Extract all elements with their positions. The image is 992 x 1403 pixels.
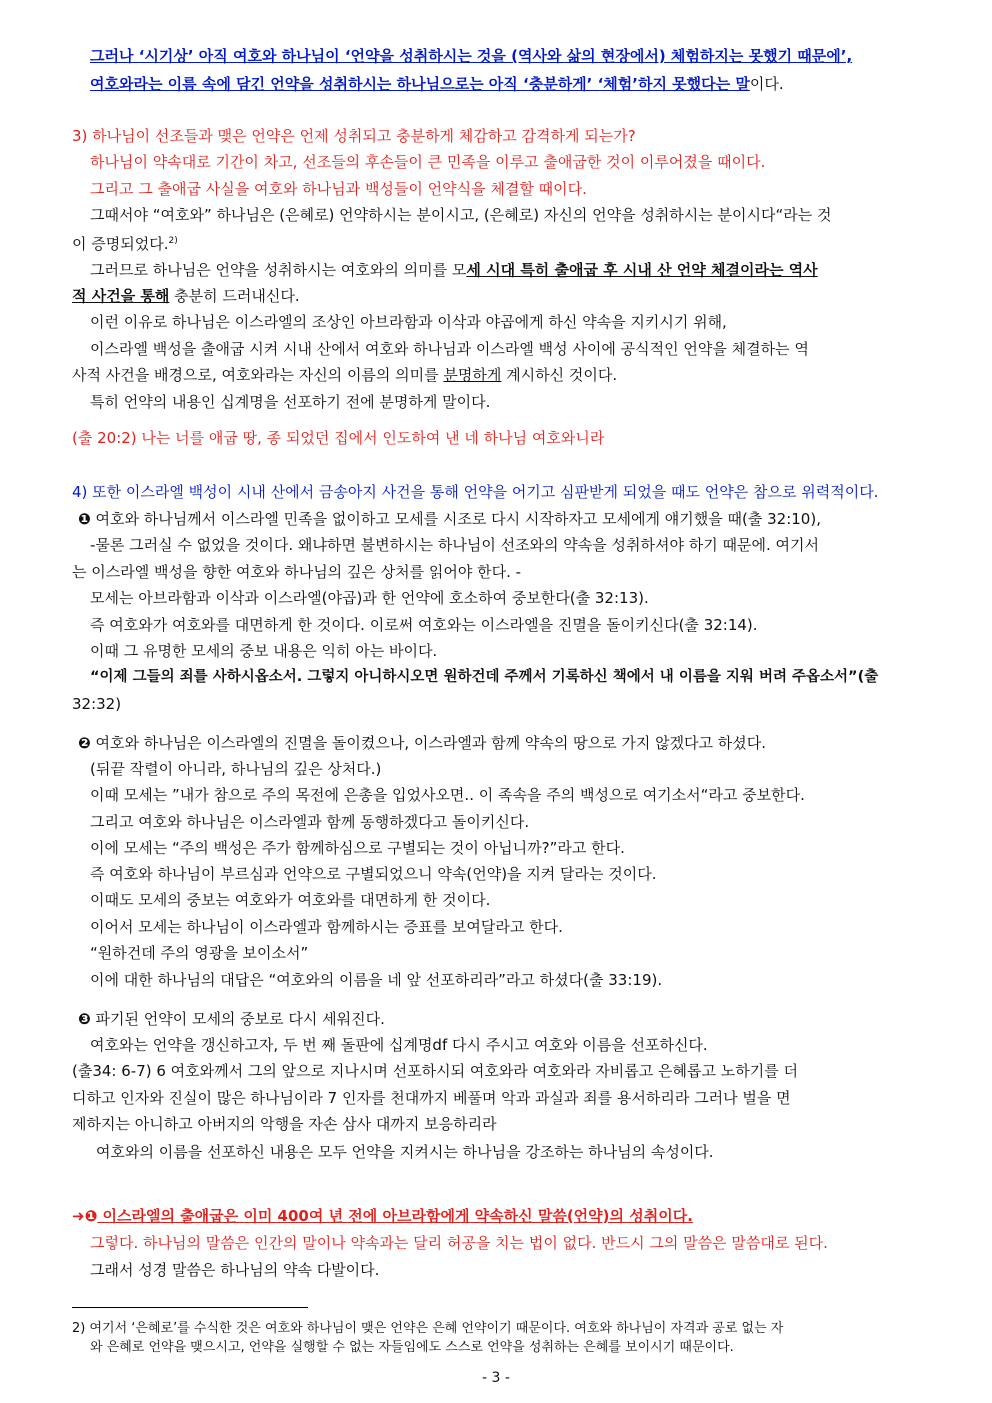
item-1-line-1-text: 여호와 하나님께서 이스라엘 민족을 없이하고 모세를 시조로 다시 시작하자고 모세에게 얘기했을 때(출 32:10),	[90, 510, 821, 528]
para-2a-text: 그러므로 하나님은 언약을 성취하시는 여호와의 의미를 모	[90, 261, 467, 279]
item-2-line-5: 이에 모세는 “주의 백성은 주가 함께하심으로 구별되는 것이 아닙니까?”라고 한다.	[90, 839, 625, 857]
para-2b-emphasis: 적 사건을 통해	[72, 287, 170, 305]
footnote-divider	[72, 1307, 308, 1308]
item-1-marker: ❶	[78, 510, 91, 528]
section-3-para-3: 이런 이유로 하나님은 이스라엘의 조상인 아브라함과 이삭과 야곱에게 하신 약속을 지키시기 위해,	[90, 313, 727, 331]
item-2-line-7: 이때도 모세의 중보는 여호와가 여호와를 대면하게 한 것이다.	[90, 891, 491, 909]
intro-line-2-underlined: 여호와라는 이름 속에 담긴 언약을 성취하시는 하나님으로는 아직 ‘충분하게’ ‘체험’하지 못했다는 말	[90, 75, 750, 93]
item-3-line-2: 여호와는 언약을 갱신하고자, 두 번 째 돌판에 십계명df 다시 주시고 여호와 이름을 선포하신다.	[90, 1036, 708, 1054]
para-2a-emphasis: 세 시대 특히 출애굽 후 시내 산 언약 체결이라는 역사	[466, 261, 818, 279]
section-3-para-5: 특히 언약의 내용인 십계명을 선포하기 전에 분명하게 말이다.	[90, 393, 491, 411]
section-4-heading: 4) 또한 이스라엘 백성이 시내 산에서 금송아지 사건을 통해 언약을 어기고 심판받게 되었을 때도 언약은 참으로 위력적이다.	[72, 483, 879, 501]
item-3-line-1-text: 파기된 언약이 모세의 중보로 다시 세워진다.	[90, 1010, 385, 1028]
item-3-marker: ❸	[78, 1010, 91, 1028]
section-3-verse: (출 20:2) 나는 너를 애굽 땅, 종 되었던 집에서 인도하여 낸 네 하나님 여호와니라	[72, 429, 605, 447]
footnote-line-2: 와 은혜로 언약을 맺으시고, 언약을 실행할 수 없는 자들임에도 스스로 언약을 성취하는 은혜를 보이시기 때문이다.	[90, 1340, 734, 1355]
item-2-line-2: (뒤끝 작렬이 아니라, 하나님의 깊은 상처다.)	[90, 760, 382, 778]
intro-line-2-end: 이다.	[749, 75, 784, 93]
item-2-line-10: 이에 대한 하나님의 대답은 “여호와의 이름을 네 앞 선포하리라”라고 하셨다(출 33:19).	[90, 971, 663, 989]
section-3-red-line-2: 그리고 그 출애굽 사실을 여호와 하나님과 백성들이 언약식을 체결할 때이다.	[90, 180, 587, 198]
section-3-heading: 3) 하나님이 선조들과 맺은 언약은 언제 성취되고 충분하게 체감하고 감격하게 되는가?	[72, 127, 636, 145]
section-3-para-1b	[72, 231, 178, 254]
conclusion-red-line: 그렇다. 하나님의 말씀은 인간의 말이나 약속과는 달리 허공을 치는 법이 없다. 반드시 그의 말씀은 말씀대로 된다.	[90, 1234, 828, 1252]
section-3-para-4a: 이스라엘 백성을 출애굽 시켜 시내 산에서 여호와 하나님과 이스라엘 백성 사이에 공식적인 언약을 체결하는 역	[90, 340, 809, 358]
section-3-red-line-1: 하나님이 약속대로 기간이 차고, 선조들의 후손들이 큰 민족을 이루고 출애굽한 것이 이루어졌을 때이다.	[90, 153, 766, 171]
item-1-line-2: -물론 그러실 수 없었을 것이다. 왜냐하면 불변하시는 하나님이 선조와의 약속을 성취하셔야 하기 때문에. 여기서	[90, 536, 819, 554]
para-4b-text: 사적 사건을 배경으로, 여호와라는 자신의 이름의 의미를	[72, 366, 444, 384]
section-3-para-1b-text: 이 증명되었다.	[72, 235, 169, 253]
section-3-para-1a: 그때서야 “여호와” 하나님은 (은혜로) 언약하시는 분이시고, (은혜로) 자신의 언약을 성취하시는 분이시다“라는 것	[90, 206, 832, 224]
item-2-line-8: 이어서 모세는 하나님이 이스라엘과 함께하시는 증표를 보여달라고 한다.	[90, 918, 563, 936]
section-3-para-4b	[72, 365, 617, 385]
item-2-marker: ❷	[78, 734, 91, 752]
para-4b-end: 계시하신 것이다.	[501, 366, 618, 384]
footnote-line-1: 2) 여기서 ‘은혜로’를 수식한 것은 여호와 하나님이 맺은 언약은 은혜 언약이기 때문이다. 여호와 하나님이 자격과 공로 없는 자	[72, 1321, 784, 1336]
para-4b-underlined: 분명하게	[443, 366, 502, 384]
page-number: - 3 -	[482, 1370, 510, 1386]
item-2-line-3: 이때 모세는 ”내가 참으로 주의 목전에 은총을 입었사오면.. 이 족속을 주의 백성으로 여기소서“라고 중보한다.	[90, 786, 805, 804]
para-2b-text: 충분히 드러내신다.	[169, 287, 300, 305]
item-1-line-4: 모세는 아브라함과 이삭과 이스라엘(야곱)과 한 언약에 호소하여 중보한다(출 32:13).	[90, 589, 649, 607]
item-3-verse-3: 제하지는 아니하고 아버지의 악행을 자손 삼사 대까지 보응하리라	[72, 1115, 497, 1133]
item-1-quote: “이제 그들의 죄를 사하시옵소서. 그렇지 아니하시오면 원하건데 주께서 기록하신 책에서 내 이름을 지워 버려 주옵소서”(출	[90, 669, 879, 685]
item-3-verse-2: 디하고 인자와 진실이 많은 하나님이라 7 인자를 천대까지 베풀며 악과 과실과 죄를 용서하리라 그러나 벌을 면	[72, 1089, 791, 1107]
item-2-line-1	[78, 733, 766, 753]
item-2-line-9: “원하건데 주의 영광을 보이소서”	[90, 944, 309, 962]
conclusion-heading-text: 이스라엘의 출애굽은 이미 400여 년 전에 아브라함에게 약속하신 말씀(언약)의 성취이다.	[97, 1207, 693, 1225]
conclusion-black-line: 그래서 성경 말씀은 하나님의 약속 다발이다.	[90, 1261, 380, 1279]
item-1-line-6: 이때 그 유명한 모세의 중보 내용은 익히 아는 바이다.	[90, 642, 438, 660]
conclusion-heading	[72, 1206, 693, 1226]
footnote-reference[interactable]: 2)	[168, 236, 178, 246]
item-1-line-1	[78, 509, 821, 529]
item-3-summary: 여호와의 이름을 선포하신 내용은 모두 언약을 지켜시는 하나님을 강조하는 하나님의 속성이다.	[96, 1143, 714, 1161]
item-2-line-6: 즉 여호와 하나님이 부르심과 언약으로 구별되었으니 약속(언약)을 지켜 달라는 것이다.	[90, 865, 657, 883]
section-3-para-2b	[72, 286, 300, 306]
section-3-para-2a	[90, 260, 818, 280]
intro-line-2	[90, 74, 784, 94]
item-2-line-1-text: 여호와 하나님은 이스라엘의 진멸을 돌이켰으나, 이스라엘과 함께 약속의 땅으로 가지 않겠다고 하셨다.	[90, 734, 767, 752]
item-1-line-5: 즉 여호와가 여호와를 대면하게 한 것이다. 이로써 여호와는 이스라엘을 진멸을 돌이키신다(출 32:14).	[90, 616, 758, 634]
item-1-quote-ref: 32:32)	[72, 695, 122, 713]
arrow-icon: ➜❶	[72, 1207, 98, 1225]
item-1-line-3: 는 이스라엘 백성을 향한 여호와 하나님의 깊은 상처를 읽어야 한다. -	[72, 563, 522, 581]
intro-line-1: 그러나 ‘시기상’ 아직 여호와 하나님이 ‘언약을 성취하시는 것을 (역사와 삶의 현장에서) 체험하지는 못했기 때문에’,	[90, 47, 853, 65]
item-2-line-4: 그리고 여호와 하나님은 이스라엘과 함께 동행하겠다고 돌이키신다.	[90, 813, 530, 831]
item-3-verse-1: (출34: 6-7) 6 여호와께서 그의 앞으로 지나시며 선포하시되 여호와라 여호와라 자비롭고 은혜롭고 노하기를 더	[72, 1062, 798, 1080]
item-3-line-1	[78, 1009, 385, 1029]
